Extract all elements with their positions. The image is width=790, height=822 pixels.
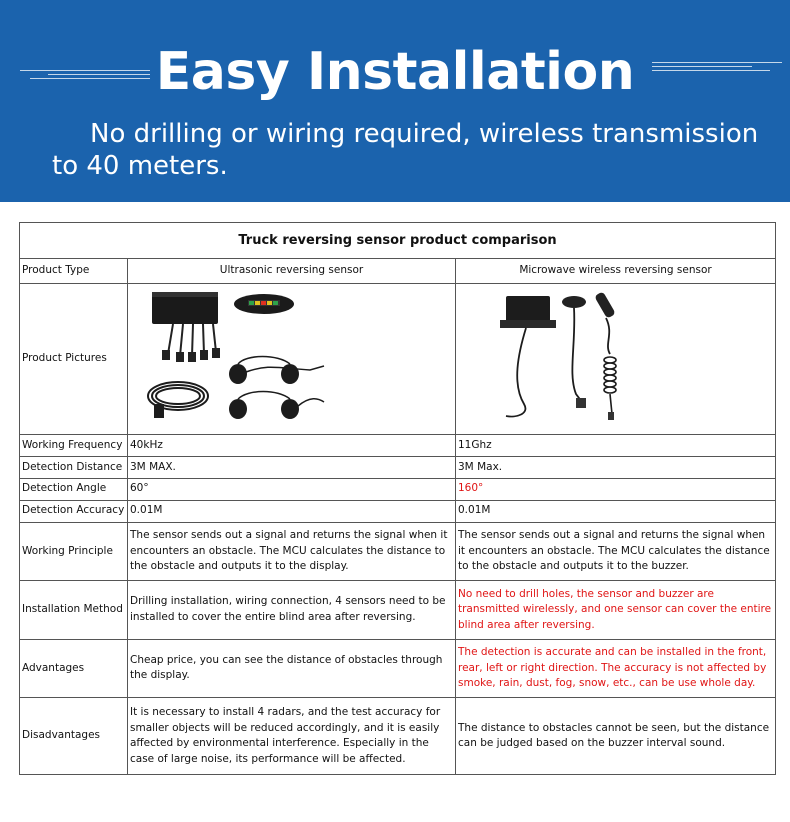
row-label: Working Frequency	[20, 435, 128, 457]
row-label: Detection Accuracy	[20, 500, 128, 522]
microwave-value: The sensor sends out a signal and returns the signal when it encounters an obstacle. The MCU calculates the distance to the obstacle and outputs it to the buzzer.	[456, 522, 776, 581]
ultrasonic-header: Ultrasonic reversing sensor	[128, 259, 456, 284]
ultrasonic-value: Cheap price, you can see the distance of obstacles through the display.	[128, 639, 456, 698]
ultrasonic-value: It is necessary to install 4 radars, and the test accuracy for smaller objects will be reduced accordingly, and it is easily affected by environmental interference. Especially in the case of large noise, its performance will be affected.	[128, 698, 456, 775]
ultrasonic-sensor-kit-image	[128, 284, 456, 434]
microwave-value: 11Ghz	[456, 435, 776, 457]
table-title: Truck reversing sensor product comparison	[20, 223, 776, 259]
microwave-picture-cell	[456, 284, 776, 435]
microwave-value: No need to drill holes, the sensor and buzzer are transmitted wirelessly, and one sensor can cover the entire blind area after reversing.	[456, 581, 776, 640]
product-pictures-row	[20, 284, 776, 435]
microwave-header: Microwave wireless reversing sensor	[456, 259, 776, 284]
table-row	[20, 435, 776, 457]
microwave-value: 0.01M	[456, 500, 776, 522]
ultrasonic-value: 40kHz	[128, 435, 456, 457]
table-row	[20, 478, 776, 500]
row-label: Disadvantages	[20, 698, 128, 775]
table-row	[20, 500, 776, 522]
table-row	[20, 581, 776, 640]
microwave-value: The detection is accurate and can be installed in the front, rear, left or right direction. The accuracy is not affected by smoke, rain, dust, fog, snow, etc., can be use whole day.	[456, 639, 776, 698]
row-label: Working Principle	[20, 522, 128, 581]
ultrasonic-value: Drilling installation, wiring connection, 4 sensors need to be installed to cover the entire blind area after reversing.	[128, 581, 456, 640]
table-row	[20, 522, 776, 581]
ultrasonic-value: 60°	[128, 478, 456, 500]
table-row	[20, 698, 776, 775]
microwave-value: 3M Max.	[456, 456, 776, 478]
microwave-sensor-kit-image	[456, 284, 776, 434]
row-label: Advantages	[20, 639, 128, 698]
table-row	[20, 456, 776, 478]
ultrasonic-value: The sensor sends out a signal and returns the signal when it encounters an obstacle. The MCU calculates the distance to the obstacle and outputs it to the display.	[128, 522, 456, 581]
table-title-row	[20, 223, 776, 259]
product-pictures-label: Product Pictures	[20, 284, 128, 435]
ultrasonic-picture-cell	[128, 284, 456, 435]
header-banner	[0, 0, 790, 202]
row-label: Installation Method	[20, 581, 128, 640]
banner-subtitle: No drilling or wiring required, wireless transmission to 40 meters.	[52, 119, 759, 181]
ultrasonic-value: 0.01M	[128, 500, 456, 522]
banner-title: Easy Installation	[155, 42, 635, 102]
table-header-row	[20, 259, 776, 284]
row-label: Detection Angle	[20, 478, 128, 500]
microwave-value: The distance to obstacles cannot be seen, but the distance can be judged based on the buzzer interval sound.	[456, 698, 776, 775]
row-label: Detection Distance	[20, 456, 128, 478]
microwave-value: 160°	[456, 478, 776, 500]
table-row	[20, 639, 776, 698]
ultrasonic-value: 3M MAX.	[128, 456, 456, 478]
comparison-table	[19, 222, 776, 775]
product-type-label: Product Type	[20, 259, 128, 284]
